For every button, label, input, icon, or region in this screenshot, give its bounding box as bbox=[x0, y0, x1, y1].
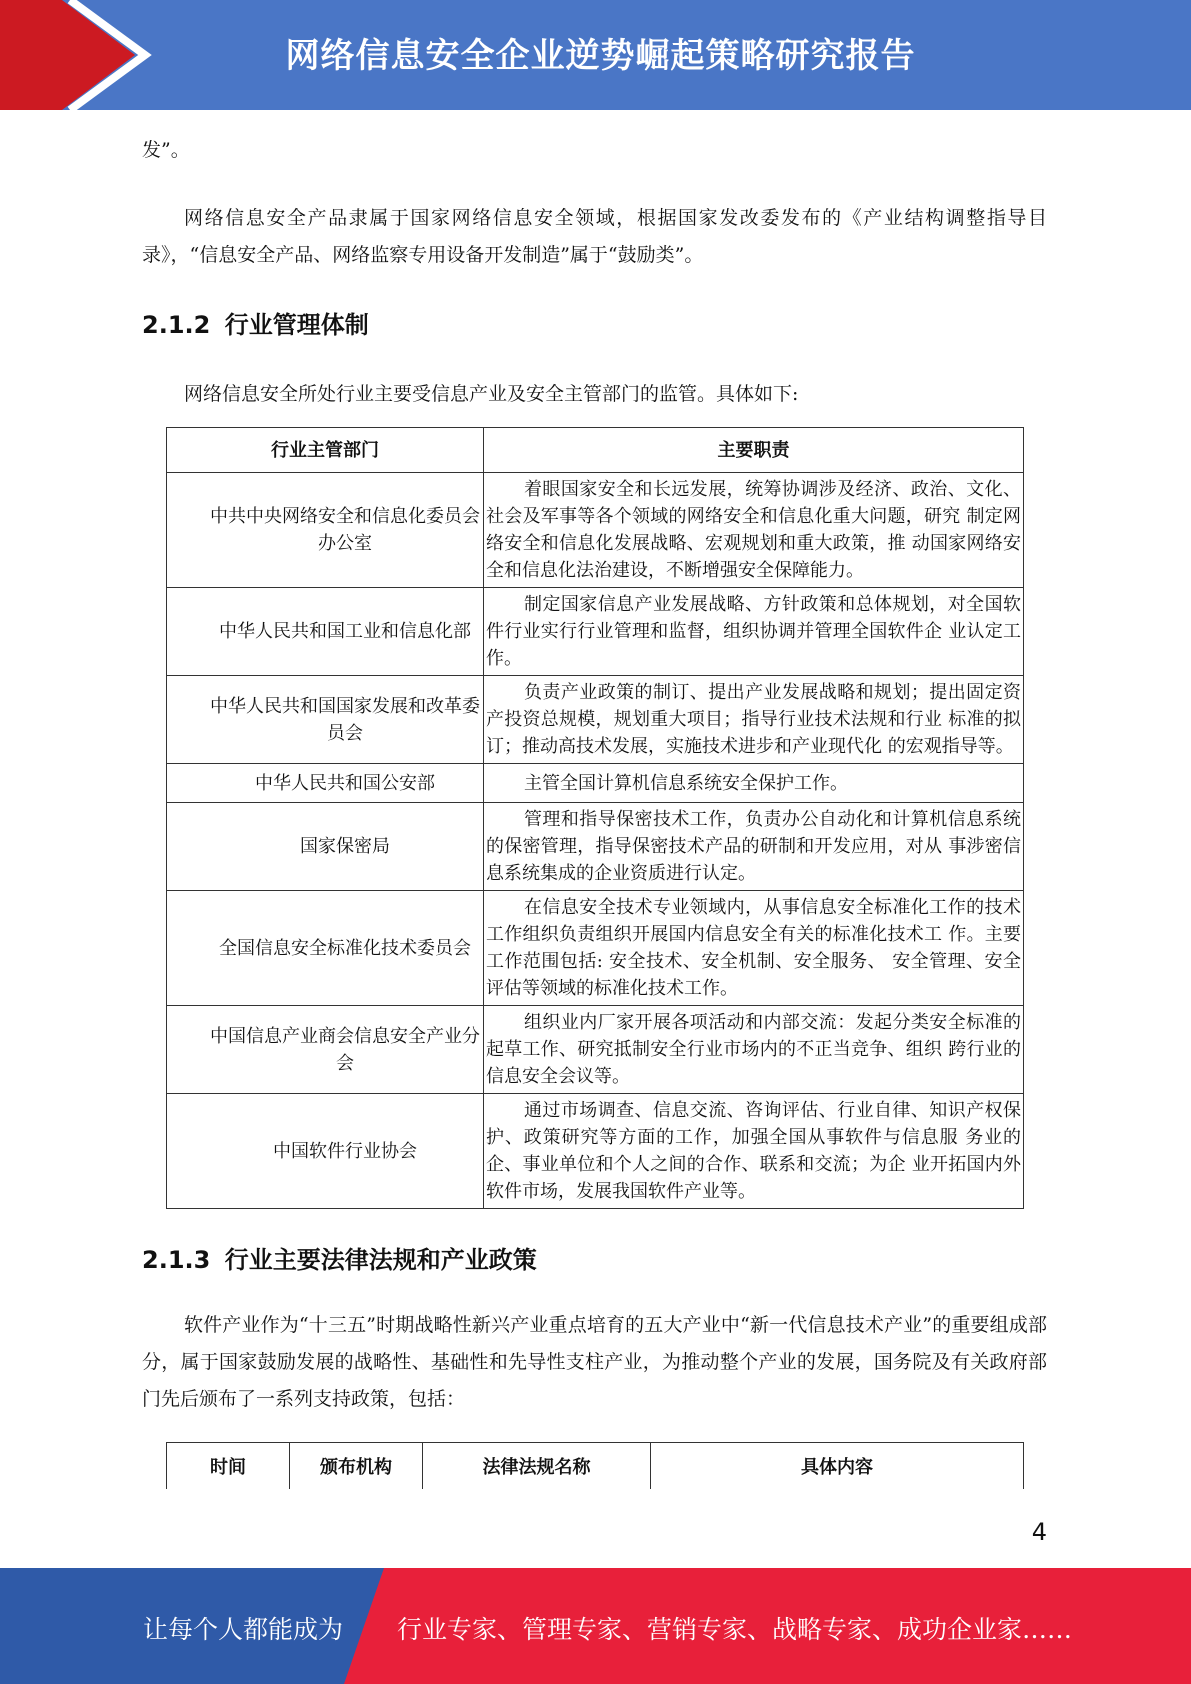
column-header-duty: 主要职责 bbox=[484, 428, 1024, 473]
section-title: 行业主要法律法规和产业政策 bbox=[224, 1246, 537, 1274]
continuation-text: 发”。 bbox=[142, 139, 190, 161]
department-cell: 中共中央网络安全和信息化委员会办公室 bbox=[167, 473, 484, 588]
duty-cell: 着眼国家安全和长远发展，统筹协调涉及经济、政治、文化、社会及军事等各个领域的网络安全和信息化重大问题，研究 制定网络安全和信息化发展战略、宏观规划和重大政策，推 动国家网络安全和信息化法治建设，不断增强安全保障能力。 bbox=[484, 473, 1024, 588]
paragraph-policy: 软件产业作为“十三五”时期战略性新兴产业重点培育的五大产业中“新一代信息技术产业”的重要组成部分，属于国家鼓励发展的战略性、基础性和先导性支柱产业，为推动整个产业的发展，国务院及有关政府部门先后颁布了一系列支持政策，包括： bbox=[142, 1314, 1047, 1410]
duty-cell: 制定国家信息产业发展战略、方针政策和总体规划，对全国软件行业实行行业管理和监督，组织协调并管理全国软件企 业认定工作。 bbox=[484, 588, 1024, 676]
department-cell: 国家保密局 bbox=[167, 803, 484, 891]
section-number: 2.1.3 bbox=[142, 1246, 211, 1274]
section-number: 2.1.2 bbox=[142, 311, 211, 339]
duty-cell: 主管全国计算机信息系统安全保护工作。 bbox=[484, 764, 1024, 803]
section-heading-213 bbox=[142, 1243, 1047, 1277]
table-row bbox=[167, 764, 1024, 803]
duty-cell: 在信息安全技术专业领域内，从事信息安全标准化工作的技术工作组织负责组织开展国内信息安全有关的标准化技术工 作。主要工作范围包括: 安全技术、安全机制、安全服务、 安全管理、安全评估等领域的标准化技术工作。 bbox=[484, 891, 1024, 1006]
table-row bbox=[167, 1094, 1024, 1209]
page-number: 4 bbox=[1031, 1518, 1047, 1546]
section-title: 行业管理体制 bbox=[224, 311, 369, 339]
table-header-row bbox=[167, 1443, 1024, 1490]
law-policy-table bbox=[166, 1442, 1024, 1489]
department-cell: 中华人民共和国工业和信息化部 bbox=[167, 588, 484, 676]
table-row bbox=[167, 1006, 1024, 1094]
table-row bbox=[167, 803, 1024, 891]
page-footer bbox=[0, 1568, 1191, 1684]
section-heading-212 bbox=[142, 308, 1047, 342]
page-content bbox=[142, 130, 1047, 1489]
footer-slogan-left: 让每个人都能成为 bbox=[143, 1615, 344, 1644]
paragraph-regulation: 网络信息安全所处行业主要受信息产业及安全主管部门的监管。具体如下: bbox=[184, 383, 799, 405]
regulator-duty-table bbox=[166, 427, 1024, 1209]
column-header-law-name: 法律法规名称 bbox=[423, 1443, 651, 1490]
column-header-issuer: 颁布机构 bbox=[290, 1443, 423, 1490]
table-header-row bbox=[167, 428, 1024, 473]
table-row bbox=[167, 473, 1024, 588]
report-title: 网络信息安全企业逆势崛起策略研究报告 bbox=[285, 36, 916, 76]
department-cell: 中国信息产业商会信息安全产业分会 bbox=[167, 1006, 484, 1094]
table-row bbox=[167, 676, 1024, 764]
duty-cell: 管理和指导保密技术工作，负责办公自动化和计算机信息系统的保密管理，指导保密技术产品的研制和开发应用，对从 事涉密信息系统集成的企业资质进行认定。 bbox=[484, 803, 1024, 891]
column-header-content: 具体内容 bbox=[651, 1443, 1024, 1490]
column-header-department: 行业主管部门 bbox=[167, 428, 484, 473]
department-cell: 中国软件行业协会 bbox=[167, 1094, 484, 1209]
column-header-time: 时间 bbox=[167, 1443, 290, 1490]
department-cell: 中华人民共和国国家发展和改革委员会 bbox=[167, 676, 484, 764]
paragraph-classification: 网络信息安全产品隶属于国家网络信息安全领域，根据国家发改委发布的《产业结构调整指导目录》，“信息安全产品、网络监察专用设备开发制造”属于“鼓励类”。 bbox=[142, 207, 1047, 266]
page-header bbox=[0, 0, 1191, 110]
department-cell: 中华人民共和国公安部 bbox=[167, 764, 484, 803]
department-cell: 全国信息安全标准化技术委员会 bbox=[167, 891, 484, 1006]
table-row bbox=[167, 588, 1024, 676]
footer-slogan-right: 行业专家、管理专家、营销专家、战略专家、成功企业家…… bbox=[397, 1615, 1073, 1644]
duty-cell: 通过市场调查、信息交流、咨询评估、行业自律、知识产权保护、政策研究等方面的工作，加强全国从事软件与信息服 务业的企、事业单位和个人之间的合作、联系和交流；为企 业开拓国内外软件市场，发展我国软件产业等。 bbox=[484, 1094, 1024, 1209]
duty-cell: 组织业内厂家开展各项活动和内部交流：发起分类安全标准的起草工作、研究抵制安全行业市场内的不正当竞争、组织 跨行业的信息安全会议等。 bbox=[484, 1006, 1024, 1094]
duty-cell: 负责产业政策的制订、提出产业发展战略和规划；提出固定资产投资总规模，规划重大项目；指导行业技术法规和行业 标准的拟订；推动高技术发展，实施技术进步和产业现代化 的宏观指导等。 bbox=[484, 676, 1024, 764]
table-row bbox=[167, 891, 1024, 1006]
